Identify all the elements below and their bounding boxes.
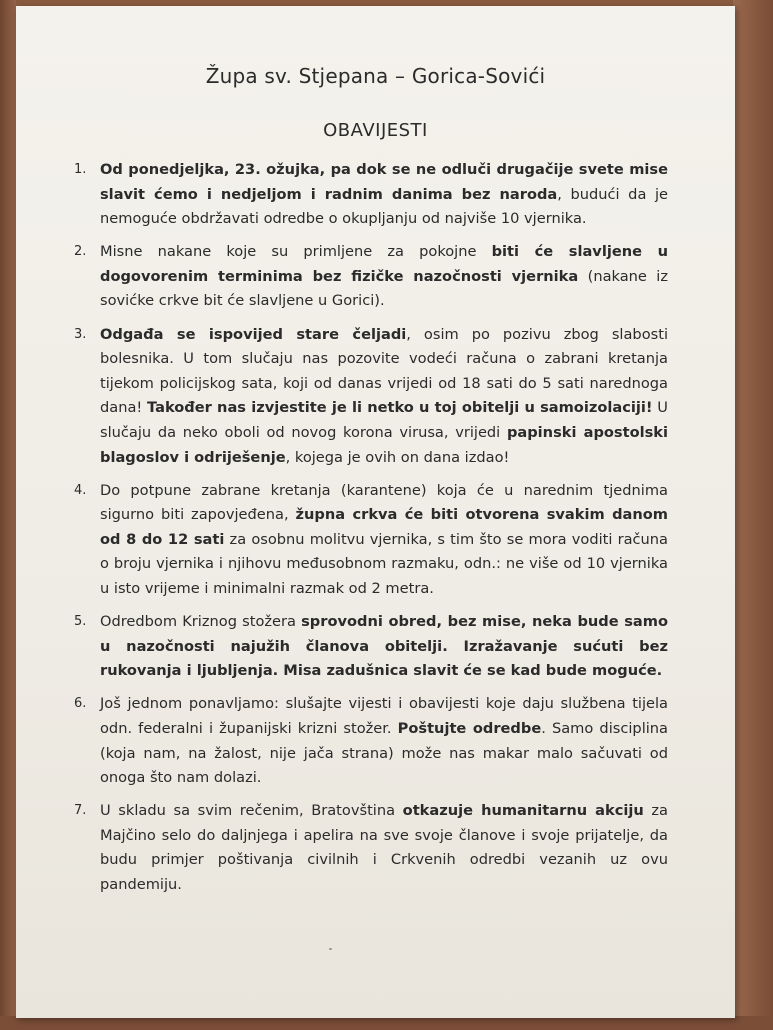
notice-text: (nakane iz sovićke crkve bit će slavljene u Gorici). <box>100 267 668 310</box>
notice-number: 4. <box>74 482 87 498</box>
notice-text-bold: Također nas izvjestite je li netko u toj obitelji u samoizolaciji! <box>147 399 653 417</box>
notice-number: 1. <box>74 162 87 177</box>
notice-text: Do potpune zabrane kretanja (karantene) koja će u narednim tjednima sigurno biti zapovjeđena, <box>100 481 668 524</box>
notices-list <box>74 158 669 906</box>
notice-text: , osim po pozivu zbog slabosti bolesnika. U tom slučaju nas pozovite vodeći računa o zabrani kretanja tijekom policijskog sata, koji od danas vrijedi od 18 sati do 5 sati narednoga dana! <box>100 325 668 417</box>
notice-number: 7. <box>74 803 87 819</box>
notice-text: U slučaju da neko oboli od novog korona virusa, vrijedi <box>100 399 668 441</box>
notice-text: , kojega je ovih on dana izdao! <box>285 448 510 466</box>
notice-text: Odredbom Kriznog stožera <box>100 613 302 631</box>
wooden-board-left <box>0 0 16 1030</box>
notice-text: , budući da je nemoguće obdržavati odredbe o okupljanju od najviše 10 vjernika. <box>100 185 668 228</box>
parish-title: Župa sv. Stjepana – Gorica-Sovići <box>205 64 546 88</box>
notice-text: za Majčino selo do daljnjega i apelira na sve svoje članove i svoje prijatelje, da budu primjer poštivanja civilnih i Crkvenih odredbi vezanih uz ovu pandemiju. <box>100 802 668 894</box>
notice-text-bold: biti će slavljene u dogovorenim terminima bez fizičke nazočnosti vjernika <box>100 243 668 285</box>
notice-number: 3. <box>74 326 87 342</box>
notice-item-6 <box>74 692 668 790</box>
notice-text: Još jednom ponavljamo: slušajte vijesti i obavijesti koje daju službena tijela odn. federalni i županijski krizni stožer. <box>100 695 668 737</box>
notice-text-bold: sprovodni obred, bez mise, neka bude samo u nazočnosti najužih članova obitelji. Izražavanje sućuti bez rukovanja i ljubljenja. Misa zadušnica slavit će se kad bude moguće. <box>100 613 668 680</box>
notice-text-bold: otkazuje humanitarnu akciju <box>402 802 644 820</box>
wooden-board-bottom <box>0 1016 773 1030</box>
notice-text-bold: papinski apostolski blagoslov i odriješenje <box>100 423 669 466</box>
wooden-board-right <box>733 0 773 1030</box>
notice-number: 6. <box>74 696 87 712</box>
notice-number: 2. <box>74 244 87 260</box>
notice-text-bold: Poštujte odredbe <box>397 719 542 737</box>
notice-item-3 <box>74 323 669 471</box>
notice-text-bold: župna crkva će biti otvorena svakim danom od 8 do 12 sati <box>100 506 668 548</box>
notice-text-bold: Odgađa se ispovijed stare čeljadi <box>100 325 407 343</box>
notices-heading: OBAVIJESTI <box>323 120 428 141</box>
notice-item-2 <box>74 240 668 314</box>
notice-text: U skladu sa svim rečenim, Bratovština <box>100 802 403 820</box>
notice-item-1 <box>74 158 668 232</box>
notice-text: Misne nakane koje su primljene za pokojne <box>100 243 492 261</box>
notice-item-7 <box>74 799 668 897</box>
paper-speck <box>329 948 332 950</box>
notice-item-4 <box>74 479 668 602</box>
notice-text: za osobnu molitvu vjernika, s tim što se mora voditi računa o broju vjernika i njihovu međusobnom razmaku, odn.: ne više od 10 vjernika u isto vrijeme i minimalni razmak od 2 metra. <box>100 530 668 597</box>
notice-item-5 <box>74 610 668 684</box>
notice-paper <box>16 6 735 1018</box>
notice-text: . Samo disciplina (koja nam, na žalost, nije jača strana) može nas makar malo sačuvati od onoga što nam dolazi. <box>100 719 668 787</box>
notice-text-bold: Od ponedjeljka, 23. ožujka, pa dok se ne odluči drugačije svete mise slavit ćemo i nedjeljom i radnim danima bez naroda <box>100 161 668 203</box>
notice-number: 5. <box>74 614 87 630</box>
